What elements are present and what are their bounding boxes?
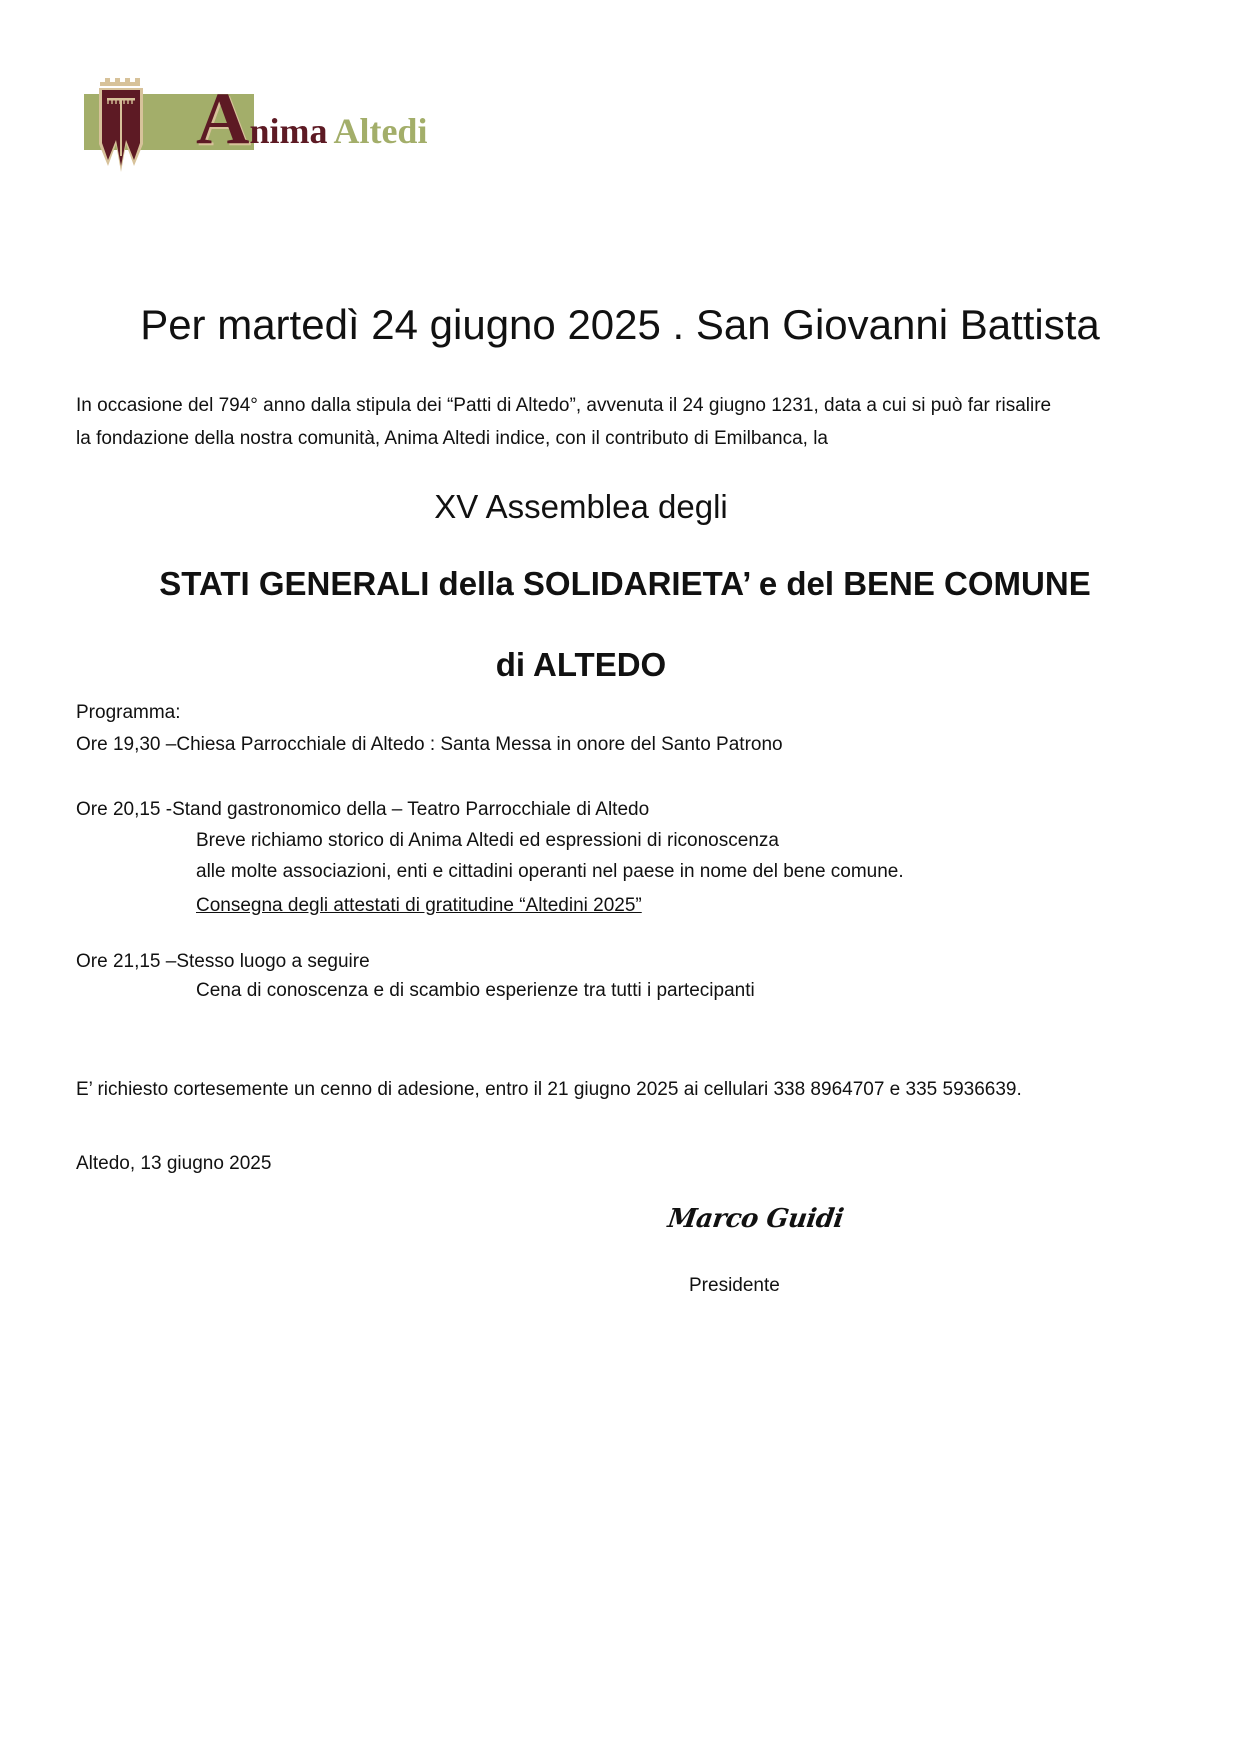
event-detail: Breve richiamo storico di Anima Altedi ed espressioni di riconoscenza: [196, 830, 779, 851]
event-text: Stand gastronomico della – Teatro Parrocchiale di Altedo: [172, 799, 650, 820]
program-event: [76, 799, 649, 821]
event-time: Ore 19,30 –: [76, 734, 177, 755]
assembly-heading-line-1: XV Assemblea degli: [434, 488, 728, 525]
event-time: Ore 21,15 –: [76, 951, 177, 972]
program-event: [76, 951, 370, 973]
event-detail-underlined: Consegna degli attestati di gratitudine “Altedini 2025”: [196, 895, 642, 916]
event-detail: Cena di conoscenza e di scambio esperienze tra tutti i partecipanti: [196, 980, 755, 1001]
intro-line-2: la fondazione della nostra comunità, Anima Altedi indice, con il contributo di Emilbanca, la: [76, 428, 828, 449]
logo-initial: A: [196, 78, 250, 160]
event-time: Ore 20,15 -: [76, 799, 173, 820]
program-label: Programma:: [76, 702, 181, 723]
castle-banner-icon: [98, 78, 144, 174]
event-detail: alle molte associazioni, enti e cittadini operanti nel paese in nome del bene comune.: [196, 861, 904, 882]
place-date: Altedo, 13 giugno 2025: [76, 1153, 272, 1174]
anima-altedi-logo: [84, 78, 504, 178]
signer-role: Presidente: [689, 1275, 780, 1296]
program-event: [76, 734, 783, 756]
assembly-heading-line-3: di ALTEDO: [495, 646, 667, 683]
signature: Marco Guidi: [665, 1204, 846, 1234]
event-text: Chiesa Parrocchiale di Altedo : Santa Messa in onore del Santo Patrono: [176, 734, 783, 755]
page-title: Per martedì 24 giugno 2025 . San Giovanni Battista: [140, 301, 1100, 348]
event-text: Stesso luogo a seguire: [176, 951, 370, 972]
logo-wordmark: [196, 78, 428, 160]
intro-line-1: In occasione del 794° anno dalla stipula dei “Patti di Altedo”, avvenuta il 24 giugno 1231, data a cui si può far risalire: [76, 395, 1052, 416]
rsvp-note: E’ richiesto cortesemente un cenno di adesione, entro il 21 giugno 2025 ai cellulari 338 8964707 e 335 5936639.: [76, 1079, 1022, 1100]
assembly-heading-line-2: STATI GENERALI della SOLIDARIETA’ e del BENE COMUNE: [159, 565, 1091, 602]
logo-name-anima: nima: [249, 111, 328, 151]
logo-name-altedi: Altedi: [333, 111, 428, 151]
